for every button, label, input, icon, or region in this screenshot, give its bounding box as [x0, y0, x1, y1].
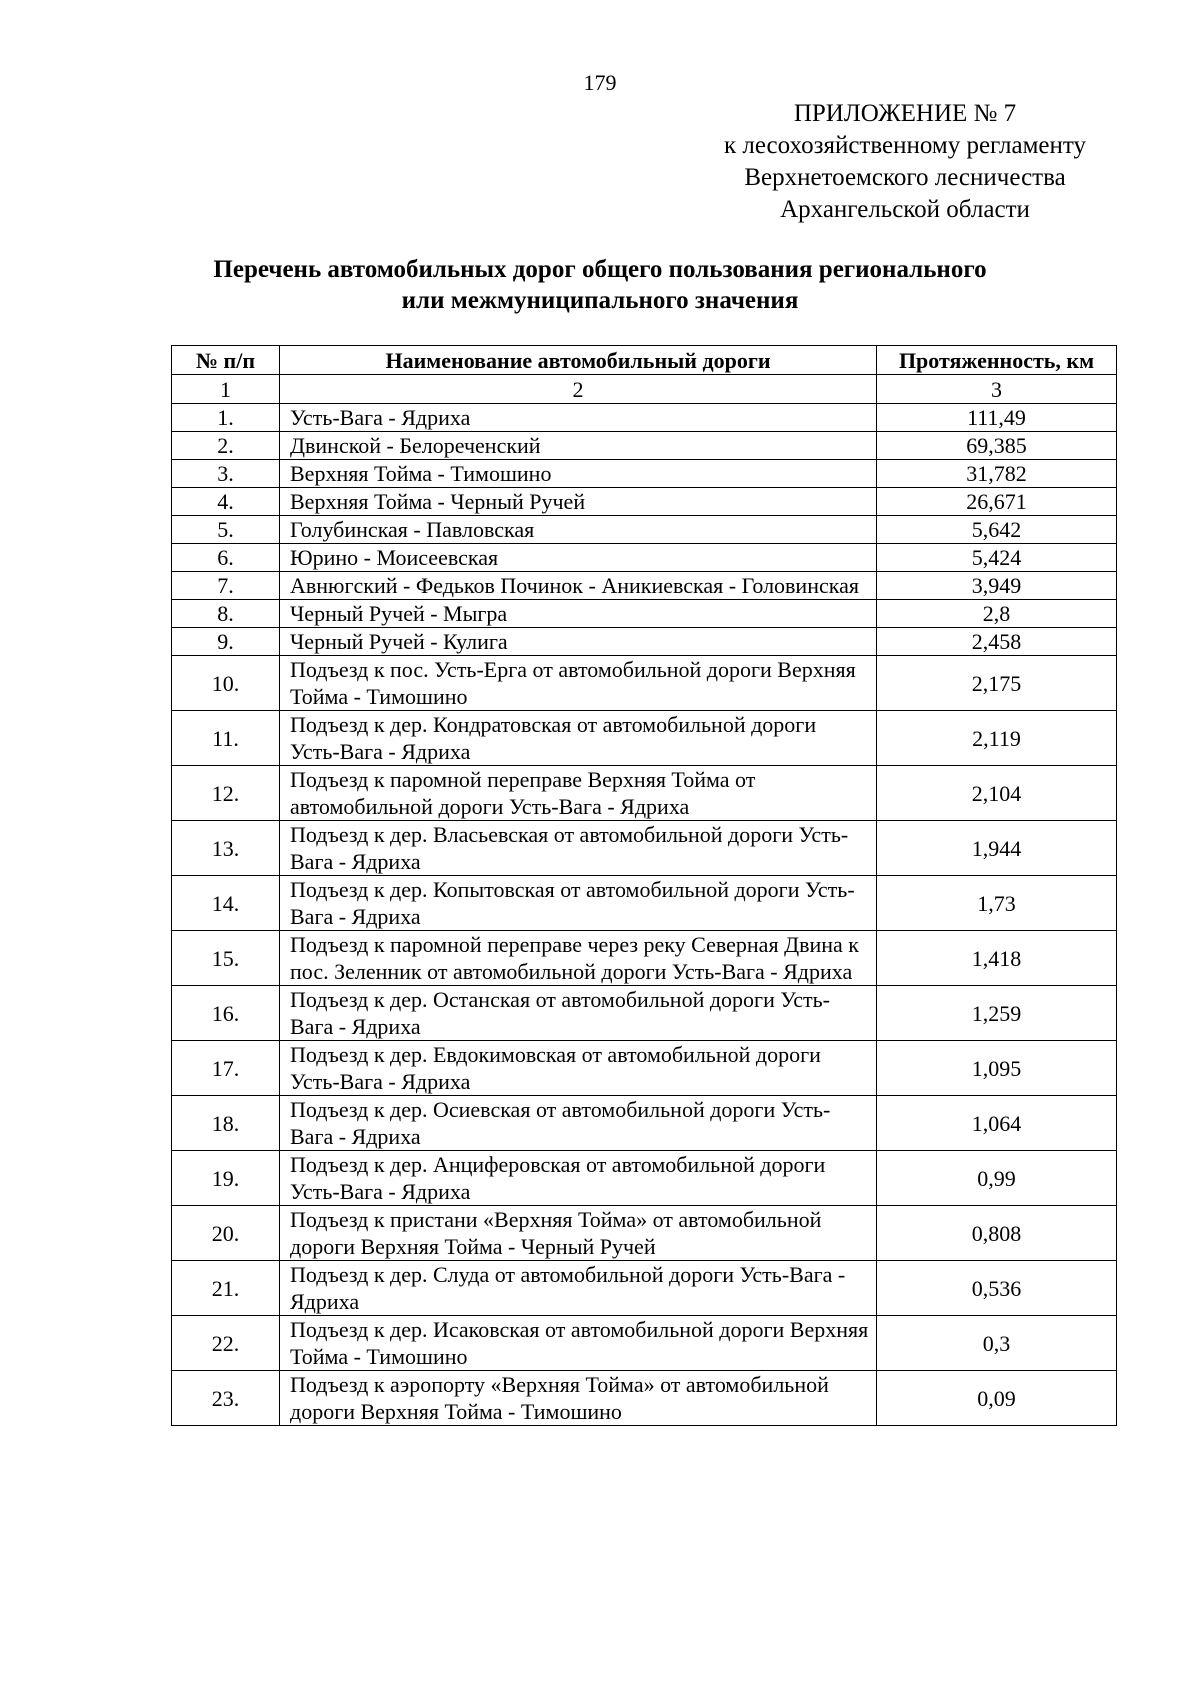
table-column-index-row [172, 375, 1117, 404]
header-length: Протяженность, км [877, 346, 1117, 375]
table-row [172, 1316, 1117, 1371]
row-road-name: Подъезд к дер. Исаковская от автомобильной дороги Верхняя Тойма - Тимошино [280, 1316, 877, 1371]
row-length: 1,418 [877, 931, 1117, 986]
row-length: 26,671 [877, 488, 1117, 516]
row-length: 111,49 [877, 404, 1117, 432]
column-index-3: 3 [877, 375, 1117, 404]
row-road-name: Подъезд к дер. Слуда от автомобильной дороги Усть-Вага - Ядриха [280, 1261, 877, 1316]
row-number: 21. [172, 1261, 280, 1316]
row-number: 22. [172, 1316, 280, 1371]
table-row [172, 656, 1117, 711]
table-row [172, 600, 1117, 628]
row-length: 31,782 [877, 460, 1117, 488]
row-number: 11. [172, 711, 280, 766]
header-number: № п/п [172, 346, 280, 375]
row-length: 0,808 [877, 1206, 1117, 1261]
table-row [172, 432, 1117, 460]
row-length: 0,3 [877, 1316, 1117, 1371]
table-row [172, 488, 1117, 516]
row-number: 15. [172, 931, 280, 986]
title-line-1: Перечень автомобильных дорог общего пользования регионального [213, 256, 987, 283]
row-number: 10. [172, 656, 280, 711]
table-row [172, 1041, 1117, 1096]
roads-table [171, 345, 1117, 1426]
table-header-row [172, 346, 1117, 375]
appendix-number: ПРИЛОЖЕНИЕ № 7 [793, 100, 1017, 127]
row-length: 0,99 [877, 1151, 1117, 1206]
row-road-name: Двинской - Белореченский [280, 432, 877, 460]
table-row [172, 931, 1117, 986]
table-row [172, 766, 1117, 821]
appendix-subtitle-1: к лесохозяйственному регламенту [723, 132, 1087, 159]
row-number: 19. [172, 1151, 280, 1206]
row-number: 8. [172, 600, 280, 628]
document-title [150, 254, 1050, 316]
row-length: 1,064 [877, 1096, 1117, 1151]
row-length: 1,259 [877, 986, 1117, 1041]
appendix-subtitle-2: Верхнетоемского лесничества [744, 164, 1066, 191]
table-row [172, 1096, 1117, 1151]
table-row [172, 1371, 1117, 1426]
row-number: 6. [172, 544, 280, 572]
row-length: 2,8 [877, 600, 1117, 628]
table-row [172, 986, 1117, 1041]
page-number: 179 [583, 70, 617, 95]
row-length: 1,095 [877, 1041, 1117, 1096]
row-length: 69,385 [877, 432, 1117, 460]
appendix-subtitle-3: Архангельской области [780, 196, 1030, 223]
table-row [172, 544, 1117, 572]
title-line-2: или межмуниципального значения [401, 287, 799, 314]
row-road-name: Черный Ручей - Мыгра [280, 600, 877, 628]
table-row [172, 711, 1117, 766]
row-road-name: Подъезд к пос. Усть-Ерга от автомобильной дороги Верхняя Тойма - Тимошино [280, 656, 877, 711]
row-road-name: Подъезд к дер. Анциферовская от автомобильной дороги Усть-Вага - Ядриха [280, 1151, 877, 1206]
table-row [172, 516, 1117, 544]
row-number: 9. [172, 628, 280, 656]
row-road-name: Подъезд к дер. Кондратовская от автомобильной дороги Усть-Вага - Ядриха [280, 711, 877, 766]
row-road-name: Подъезд к пристани «Верхняя Тойма» от автомобильной дороги Верхняя Тойма - Черный Ручей [280, 1206, 877, 1261]
row-road-name: Подъезд к аэропорту «Верхняя Тойма» от автомобильной дороги Верхняя Тойма - Тимошино [280, 1371, 877, 1426]
row-length: 0,09 [877, 1371, 1117, 1426]
table-row [172, 1261, 1117, 1316]
column-index-2: 2 [280, 375, 877, 404]
row-length: 1,73 [877, 876, 1117, 931]
row-road-name: Подъезд к паромной переправе через реку Северная Двина к пос. Зеленник от автомобильной дороги Усть-Вага - Ядриха [280, 931, 877, 986]
row-number: 12. [172, 766, 280, 821]
row-number: 20. [172, 1206, 280, 1261]
row-road-name: Черный Ручей - Кулига [280, 628, 877, 656]
row-road-name: Подъезд к дер. Останская от автомобильной дороги Усть-Вага - Ядриха [280, 986, 877, 1041]
row-road-name: Подъезд к дер. Власьевская от автомобильной дороги Усть-Вага - Ядриха [280, 821, 877, 876]
table-row [172, 1151, 1117, 1206]
row-length: 2,119 [877, 711, 1117, 766]
table-row [172, 628, 1117, 656]
row-road-name: Подъезд к дер. Осиевская от автомобильной дороги Усть-Вага - Ядриха [280, 1096, 877, 1151]
row-number: 18. [172, 1096, 280, 1151]
row-road-name: Авнюгский - Федьков Починок - Аникиевская - Головинская [280, 572, 877, 600]
row-road-name: Усть-Вага - Ядриха [280, 404, 877, 432]
header-road-name: Наименование автомобильный дороги [280, 346, 877, 375]
row-road-name: Подъезд к паромной переправе Верхняя Тойма от автомобильной дороги Усть-Вага - Ядриха [280, 766, 877, 821]
row-road-name: Голубинская - Павловская [280, 516, 877, 544]
row-road-name: Верхняя Тойма - Черный Ручей [280, 488, 877, 516]
row-length: 1,944 [877, 821, 1117, 876]
row-number: 5. [172, 516, 280, 544]
row-road-name: Подъезд к дер. Евдокимовская от автомобильной дороги Усть-Вага - Ядриха [280, 1041, 877, 1096]
row-length: 5,642 [877, 516, 1117, 544]
table-row [172, 1206, 1117, 1261]
row-length: 2,104 [877, 766, 1117, 821]
table-row [172, 876, 1117, 931]
table-row [172, 572, 1117, 600]
row-number: 23. [172, 1371, 280, 1426]
row-road-name: Верхняя Тойма - Тимошино [280, 460, 877, 488]
table-row [172, 821, 1117, 876]
row-number: 16. [172, 986, 280, 1041]
column-index-1: 1 [172, 375, 280, 404]
row-number: 2. [172, 432, 280, 460]
table-row [172, 460, 1117, 488]
row-number: 14. [172, 876, 280, 931]
row-road-name: Подъезд к дер. Копытовская от автомобильной дороги Усть-Вага - Ядриха [280, 876, 877, 931]
row-length: 3,949 [877, 572, 1117, 600]
row-road-name: Юрино - Моисеевская [280, 544, 877, 572]
table-row [172, 404, 1117, 432]
row-length: 5,424 [877, 544, 1117, 572]
row-number: 4. [172, 488, 280, 516]
row-number: 13. [172, 821, 280, 876]
row-number: 17. [172, 1041, 280, 1096]
row-number: 7. [172, 572, 280, 600]
appendix-header [640, 98, 1170, 226]
row-length: 2,175 [877, 656, 1117, 711]
row-number: 3. [172, 460, 280, 488]
row-length: 0,536 [877, 1261, 1117, 1316]
row-number: 1. [172, 404, 280, 432]
row-length: 2,458 [877, 628, 1117, 656]
